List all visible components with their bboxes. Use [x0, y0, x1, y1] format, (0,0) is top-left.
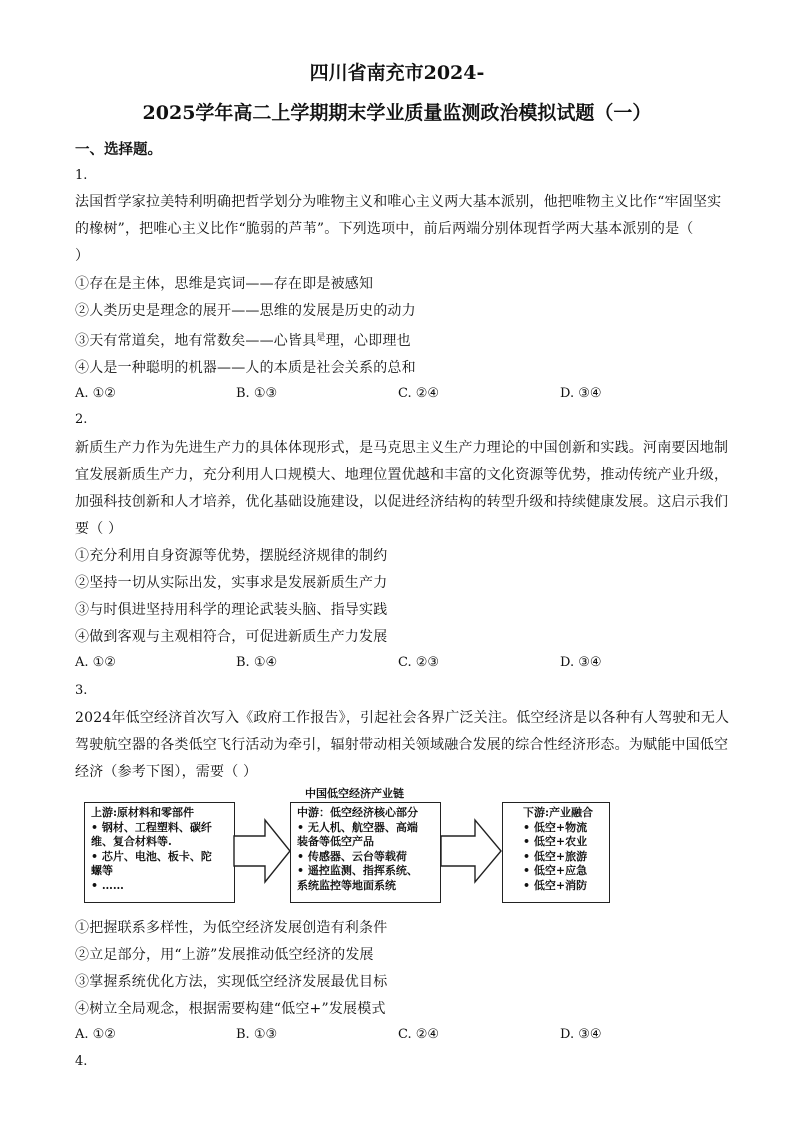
midstream-line: • 无人机、航空器、高端	[297, 820, 418, 834]
option-d[interactable]: D. ③④	[560, 1027, 602, 1042]
option-b[interactable]: B. ①④	[236, 655, 278, 670]
question-3-item: ①把握联系多样性，为低空经济发展创造有利条件	[75, 920, 388, 936]
downstream-line: • 低空+旅游	[523, 849, 588, 863]
downstream-line: • 低空+农业	[523, 835, 588, 848]
option-b[interactable]: B. ①③	[236, 1027, 278, 1042]
question-1-item: ④人是一种聪明的机器——人的本质是社会关系的总和	[75, 360, 416, 376]
question-3-stem-line: 驾驶航空器的各类低空飞行活动为牵引，辐射带动相关领域融合发展的综合性经济形态。为赋能中国低空	[75, 737, 729, 753]
option-a[interactable]: A. ①②	[75, 386, 116, 401]
midstream-line: • 遥控监测、指挥系统、	[297, 864, 418, 877]
question-3-item: ②立足部分，用“上游”发展推动低空经济的发展	[75, 947, 374, 963]
question-3-stem-line: 经济（参考下图），需要（ ）	[75, 764, 258, 780]
question-1-stem-line: ）	[75, 248, 90, 264]
right-arrow-1	[233, 818, 291, 884]
title-line-2: 2025学年高二上学期期末学业质量监测政治模拟试题（一）	[142, 102, 652, 124]
option-a[interactable]: A. ①②	[75, 1027, 116, 1042]
question-2-stem-line: 加强科技创新和人才培养，优化基础设施建设，以促进经济结构的转型升级和持续健康发展。这启示我们	[75, 494, 729, 510]
midstream-line: 装备等低空产品	[297, 835, 374, 848]
section-heading: 一、选择题。	[75, 141, 162, 158]
title-line-1: 四川省南充市2024-	[309, 62, 485, 84]
question-2-item: ④做到客观与主观相符合，可促进新质生产力发展	[75, 629, 388, 645]
question-2-item: ①充分利用自身资源等优势，摆脱经济规律的制约	[75, 548, 388, 564]
question-2-item: ②坚持一切从实际出发，实事求是发展新质生产力	[75, 575, 388, 591]
option-c[interactable]: C. ②④	[398, 1027, 440, 1042]
upstream-box	[84, 802, 235, 903]
question-4-number: 4.	[75, 1054, 88, 1069]
upstream-line: 维、复合材料等.	[91, 835, 172, 848]
question-1-item: ③天有常道矣，地有常数矣——心皆具$^是$理，心即理也	[75, 333, 411, 349]
downstream-box	[502, 802, 610, 903]
question-1-item: ②人类历史是理念的展开——思维的发展是历史的动力	[75, 303, 416, 319]
upstream-line: • 芯片、电池、板卡、陀	[91, 849, 212, 863]
option-c[interactable]: C. ②④	[398, 386, 440, 401]
option-a[interactable]: A. ①②	[75, 655, 116, 670]
midstream-line: 系统监控等地面系统	[297, 878, 396, 892]
question-3-number: 3.	[75, 683, 88, 698]
midstream-line: • 传感器、云台等载荷	[297, 849, 407, 863]
downstream-heading: 下游:产业融合	[523, 806, 594, 819]
option-c[interactable]: C. ②③	[398, 655, 440, 670]
downstream-line: • 低空+应急	[523, 864, 588, 877]
superscript-char: 是	[316, 333, 326, 343]
option-b[interactable]: B. ①③	[236, 386, 278, 401]
question-1-item: ①存在是主体，思维是宾词——存在即是被感知	[75, 276, 374, 292]
question-3-stem-line: 2024年低空经济首次写入《政府工作报告》，引起社会各界广泛关注。低空经济是以各种有人驾驶和无人	[75, 710, 730, 726]
upstream-line: 螺等	[91, 864, 113, 877]
question-2-number: 2.	[75, 412, 88, 427]
upstream-line: • ……	[91, 878, 124, 892]
option-d[interactable]: D. ③④	[560, 655, 602, 670]
diagram-title: 中国低空经济产业链	[305, 787, 404, 800]
midstream-heading: 中游：低空经济核心部分	[297, 806, 418, 819]
question-2-stem-line: 宜发展新质生产力，充分利用人口规模大、地理位置优越和丰富的文化资源等优势，推动传统产业升级，	[75, 467, 729, 483]
option-d[interactable]: D. ③④	[560, 386, 602, 401]
question-2-stem-line: 要（ ）	[75, 521, 123, 537]
midstream-box	[290, 802, 441, 903]
upstream-line: • 钢材、工程塑料、碳纤	[91, 820, 212, 834]
question-2-item: ③与时俱进坚持用科学的理论武装头脑、指导实践	[75, 602, 388, 618]
question-2-stem-line: 新质生产力作为先进生产力的具体体现形式，是马克思主义生产力理论的中国创新和实践。河南要因地制	[75, 440, 729, 456]
downstream-line: • 低空+物流	[523, 820, 588, 834]
question-1-stem-line: 法国哲学家拉美特利明确把哲学划分为唯物主义和唯心主义两大基本派别，他把唯物主义比作“牢固坚实	[75, 194, 722, 210]
upstream-heading: 上游:原材料和零部件	[91, 806, 195, 819]
question-3-item: ③掌握系统优化方法，实现低空经济发展最优目标	[75, 974, 388, 990]
right-arrow-2	[440, 818, 502, 884]
downstream-line: • 低空+消防	[523, 878, 588, 892]
question-1-number: 1.	[75, 168, 88, 183]
question-1-stem-line: 的橡树”，把唯心主义比作“脆弱的芦苇”。下列选项中，前后两端分别体现哲学两大基本派别的是（	[75, 221, 694, 237]
question-3-item: ④树立全局观念，根据需要构建“低空+”发展模式	[75, 1001, 386, 1017]
